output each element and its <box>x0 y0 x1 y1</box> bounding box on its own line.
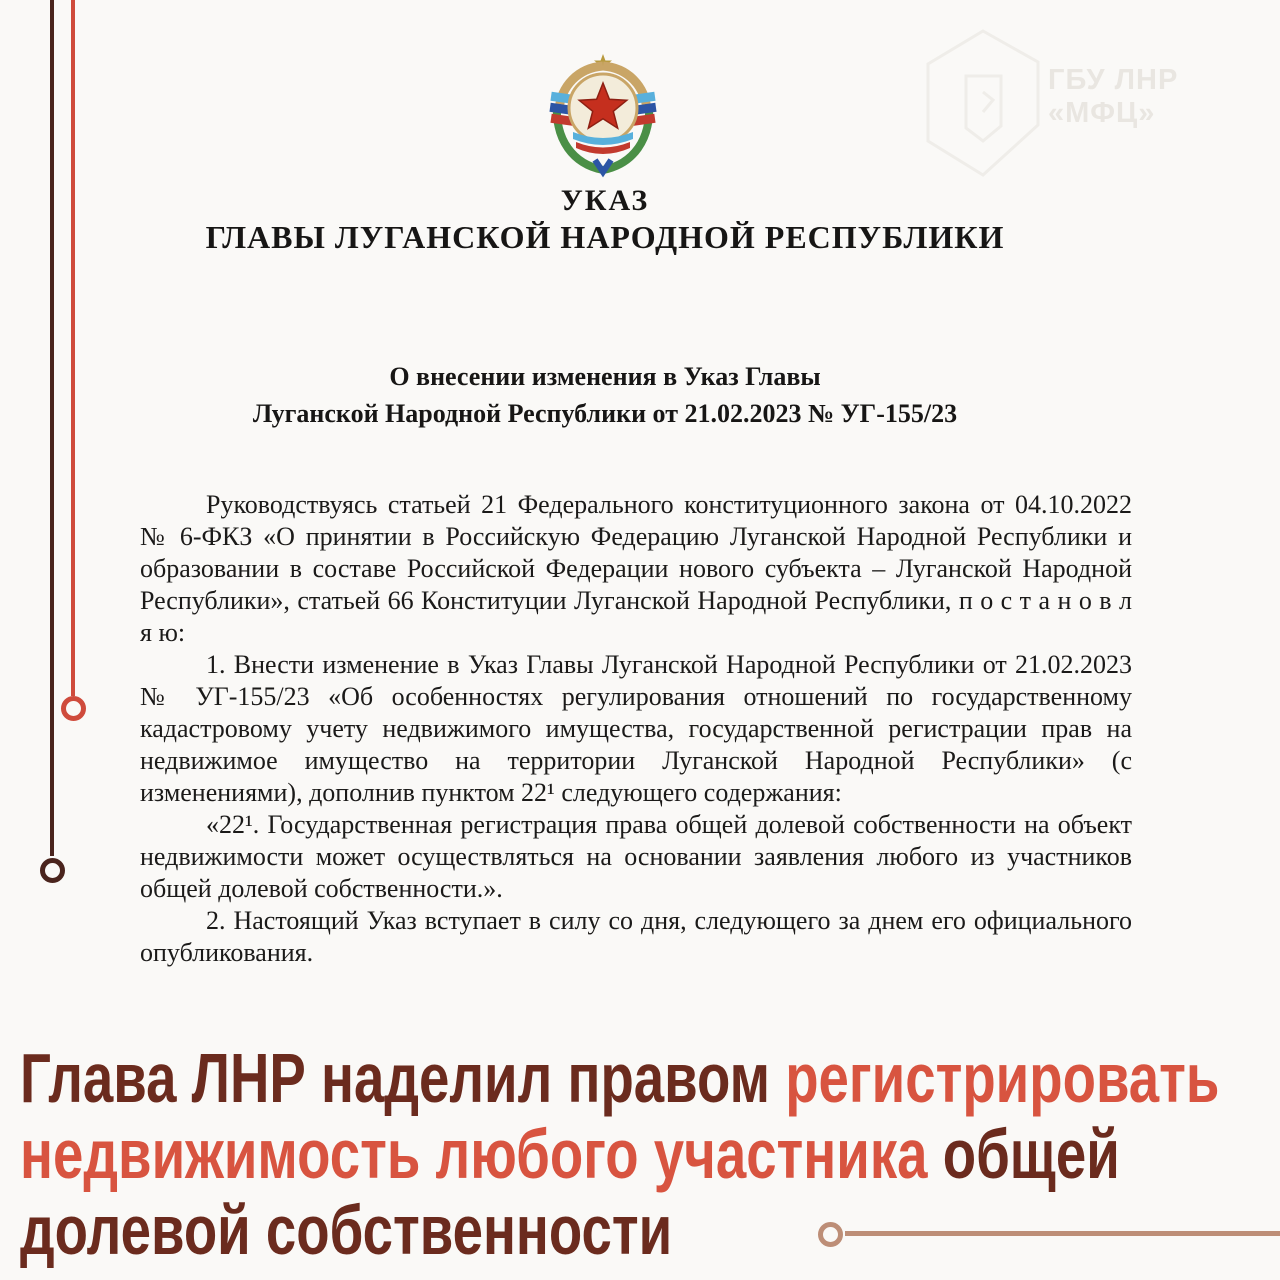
mfc-watermark-text: ГБУ ЛНР «МФЦ» <box>1048 64 1179 129</box>
headline-segment-highlight: недвижимость любого участника <box>20 1115 943 1193</box>
headline-segment: долевой собственности <box>20 1191 673 1269</box>
decree-paragraph: Руководствуясь статьей 21 Федерального конституционного закона от 04.10.2022 № 6-ФКЗ «О принятии в Российскую Федерацию Луганской Народной Республики и образовании в составе Российской Федерации нового субъекта – Луганской Народной Республики», статьей 66 Конституции Луганской Народной Республики, п о с т а н о в л я ю: <box>140 490 1132 647</box>
lnr-coat-of-arms <box>543 52 663 180</box>
headline-line-1 <box>20 1040 1237 1116</box>
decree-title-word: УКАЗ <box>560 184 650 217</box>
left-accent-line-red <box>71 0 75 696</box>
headline-segment-highlight: регистрировать <box>785 1039 1220 1117</box>
accent-circle-red <box>61 696 86 721</box>
decree-subject <box>140 358 1070 432</box>
headline-line-3 <box>20 1192 1237 1268</box>
headline-segment: Глава ЛНР наделил правом <box>20 1039 786 1117</box>
decree-paragraph: 1. Внести изменение в Указ Главы Луганской Народной Республики от 21.02.2023 № УГ-155/23 «Об особенностях регулирования отношений по государственному кадастровому учету недвижимого имущества, государственной регистрации прав на недвижимое имущество на территории Луганской Народной Республики» (с изменениями), дополнив пунктом 22¹ следующего содержания: <box>140 650 1132 807</box>
decree-header <box>140 184 1070 256</box>
decree-subject-line1: О внесении изменения в Указ Главы <box>389 362 821 391</box>
headline-segment: общей <box>942 1115 1120 1193</box>
decree-paragraph: 2. Настоящий Указ вступает в силу со дня, следующего за днем его официального опубликования. <box>140 906 1132 967</box>
decree-subject-line2: Луганской Народной Республики от 21.02.2023 № УГ-155/23 <box>252 399 958 428</box>
infographic-headline <box>20 1040 1237 1268</box>
decree-body <box>140 489 1132 969</box>
decree-paragraph: «22¹. Государственная регистрация права общей долевой собственности на объект недвижимости может осуществляться на основании заявления любого из участников общей долевой собственности.». <box>140 810 1132 903</box>
left-accent-line-dark <box>50 0 54 856</box>
mfc-watermark-logo <box>925 28 1043 178</box>
accent-circle-dark <box>40 858 65 883</box>
decree-title-authority: ГЛАВЫ ЛУГАНСКОЙ НАРОДНОЙ РЕСПУБЛИКИ <box>205 219 1005 255</box>
headline-line-2 <box>20 1116 1237 1192</box>
